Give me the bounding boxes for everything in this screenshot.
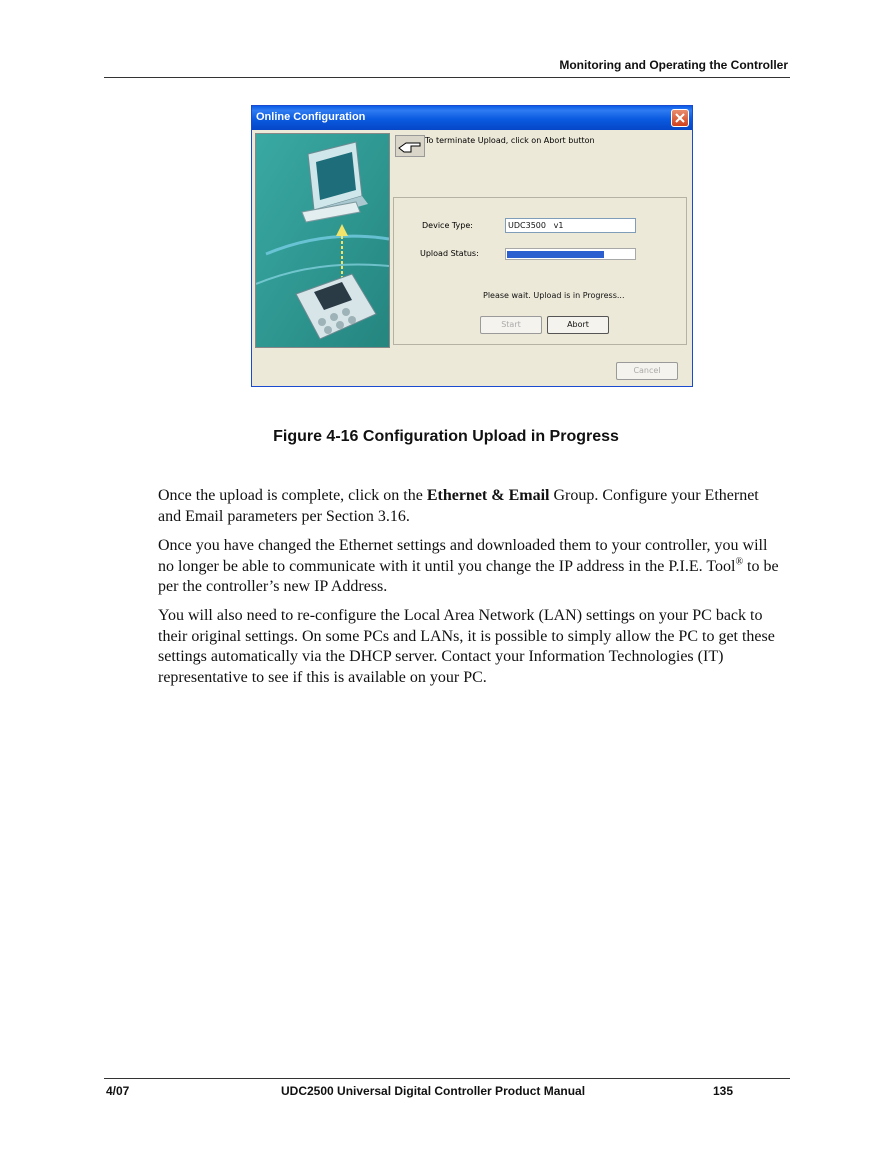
device-type-label: Device Type: (422, 221, 473, 230)
paragraph-3: You will also need to re-configure the Local Area Network (LAN) settings on your PC back to their original settings. On some PCs and LANs, it is possible to simply allow the PC to get these settings automatically via the DHCP server. Contact your Information Technologies (IT) representative to see if this is available on your PC. (158, 607, 775, 686)
pointing-hand-icon (395, 135, 425, 157)
upload-status-label: Upload Status: (420, 249, 479, 258)
ethernet-email-term: Ethernet & Email (426, 487, 550, 504)
close-button[interactable] (671, 109, 689, 127)
paragraph-2: Once you have changed the Ethernet settings and downloaded them to your controller, you will no longer be able to communicate with it until you change the IP address in the P.I.E. Tool® to be per the controller’s new IP Address. (158, 537, 779, 595)
online-configuration-dialog (251, 105, 693, 387)
abort-button[interactable]: Abort (547, 316, 609, 334)
upload-illustration (255, 133, 390, 348)
abort-hint-text: To terminate Upload, click on Abort button (425, 136, 595, 145)
device-type-field: UDC3500 v1 (505, 218, 636, 233)
footer-page-number: 135 (713, 1084, 734, 1098)
close-icon (675, 113, 685, 123)
start-button[interactable]: Start (480, 316, 542, 334)
footer-date: 4/07 (106, 1084, 130, 1098)
footer-manual-title: UDC2500 Universal Digital Controller Product Manual (281, 1084, 586, 1098)
registered-mark: ® (735, 556, 744, 568)
cancel-button[interactable]: Cancel (616, 362, 678, 380)
paragraph-1: Once the upload is complete, click on the Ethernet & Email Group. Configure your Ethernet and Email parameters per Section 3.16. (158, 487, 759, 525)
running-header: Monitoring and Operating the Controller (559, 58, 788, 72)
footer-rule (104, 1078, 790, 1079)
header-rule (104, 77, 790, 78)
dialog-title: Online Configuration (256, 111, 366, 123)
upload-status-message: Please wait. Upload is in Progress... (483, 291, 625, 300)
dialog-titlebar[interactable] (252, 106, 692, 130)
figure-caption: Figure 4-16 Configuration Upload in Progress (273, 428, 619, 445)
upload-progress-bar (505, 248, 636, 260)
upload-progress-fill (507, 251, 604, 258)
